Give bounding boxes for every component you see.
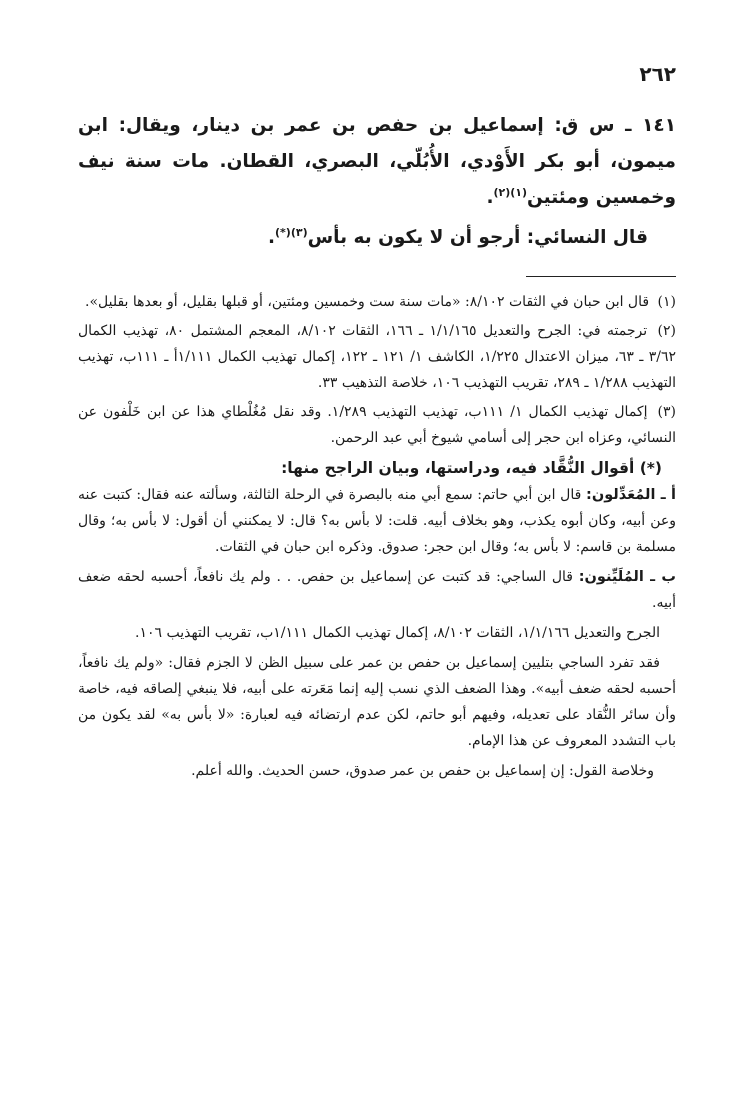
verdict-footnote-refs: (٣)(*) <box>275 225 308 239</box>
nasai-verdict <box>78 220 670 256</box>
muaddilun-label: أ ـ المُعَدِّلون: <box>586 487 676 503</box>
entry-footnote-refs: (١)(٢) <box>493 185 528 199</box>
page-number: ٢٦٢ <box>639 62 676 86</box>
sources-list: الجرح والتعديل ١/١/١٦٦، الثقات ٨/١٠٢، إكمال تهذيب الكمال ١/١١١ب، تقريب التهذيب ١٠٦. <box>135 625 660 641</box>
book-page <box>78 62 676 784</box>
nasai-verdict-text: قال النسائي: أرجو أن لا يكون به بأس <box>307 227 648 248</box>
critics-note-heading: (*) أقوال النُّقَّاد فيه، ودراستها، وبيان الراجح منها: <box>281 459 662 477</box>
footnote-3 <box>78 399 676 451</box>
muaddilun-text: قال ابن أبي حاتم: سمع أبي منه بالبصرة في الرحلة الثالثة، وسألته عنه فقال: كتبت عنه وعن أبيه، وكان أبوه يكذب، وهو بخلاف أبيه. قلت: لا بأس به؟ قال: لا يمكنني أن أقول: لا بأس به؛ وقال مسلمة بن قاسم: لا بأس به؛ وقال ابن حجر: صدوق. وذكره ابن حبان في الثقات. <box>78 487 676 555</box>
mulayyinun-label: ب ـ المُلَيِّنون: <box>578 569 677 585</box>
conclusion-paragraph: وخلاصة القول: إن إسماعيل بن حفص بن عمر صدوق، حسن الحديث. والله أعلم. <box>191 763 654 779</box>
footnote-1 <box>78 289 676 315</box>
footnote-number: (٢) <box>657 323 676 339</box>
mulayyinun-text: قال الساجي: قد كتبت عن إسماعيل بن حفص. . . ولم يك نافعاً، أحسبه لحقه ضعف أبيه. <box>78 569 676 611</box>
muaddilun-section <box>78 482 676 560</box>
mulayyinun-section <box>78 564 676 616</box>
footnote-text: ترجمته في: الجرح والتعديل ١/١/١٦٥ ـ ١٦٦، الثقات ٨/١٠٢، المعجم المشتمل ٨٠، تهذيب الكمال ٣/٦٢ ـ ٦٣، ميزان الاعتدال ١/٢٢٥، الكاشف ١/ ١٢١ ـ ١٢٢، إكمال تهذيب الكمال ١/١١١أ ـ ١١١ب، تهذيب التهذيب ١/٢٨٨ ـ ٢٨٩، تقريب التهذيب ١٠٦، خلاصة التذهيب ٣٣. <box>78 323 676 391</box>
footnote-text: إكمال تهذيب الكمال ١/ ١١١ب، تهذيب التهذيب ١/٢٨٩. وقد نقل مُغُلْطاي هذا عن ابن خَلْفون عن النسائي، وعزاه ابن حجر إلى أسامي شيوخ أبي عبد الرحمن. <box>78 404 676 446</box>
footnote-number: (١) <box>657 294 676 310</box>
verdict-end: . <box>267 227 276 248</box>
footnote-number: (٣) <box>657 404 676 420</box>
footnote-divider <box>526 276 676 277</box>
narrator-entry-text: ١٤١ ـ س ق: إسماعيل بن حفص بن عمر بن دينار، ويقال: ابن ميمون، أبو بكر الأَوْدي، الأُبُلّي، البصري، القطان. مات سنة نيف وخمسين ومئتين <box>78 115 676 208</box>
narrator-entry <box>78 108 676 216</box>
discussion-paragraph: فقد تفرد الساجي بتليين إسماعيل بن حفص بن عمر على سبيل الظن لا الجزم فقال: «ولم يك نافعاً، أحسبه لحقه ضعف أبيه». وهذا الضعف الذي نسب إليه إنما مَعَرته على أبيه، فلا ينبغي إلصاقه فيه، خاصة وأن سائر النُّقاد على تعديله، وفيهم أبو حاتم، لكن عدم ارتضائه فيه لعبارة: «لا بأس به» لقد يكون من باب التشدد المعروف عن هذا الإمام. <box>78 655 676 749</box>
footnote-2 <box>78 318 676 396</box>
entry-end: . <box>486 187 494 208</box>
footnote-text: قال ابن حبان في الثقات ٨/١٠٢: «مات سنة ست وخمسين ومئتين، أو قبلها بقليل، أو بعدها بقليل». <box>85 294 650 310</box>
